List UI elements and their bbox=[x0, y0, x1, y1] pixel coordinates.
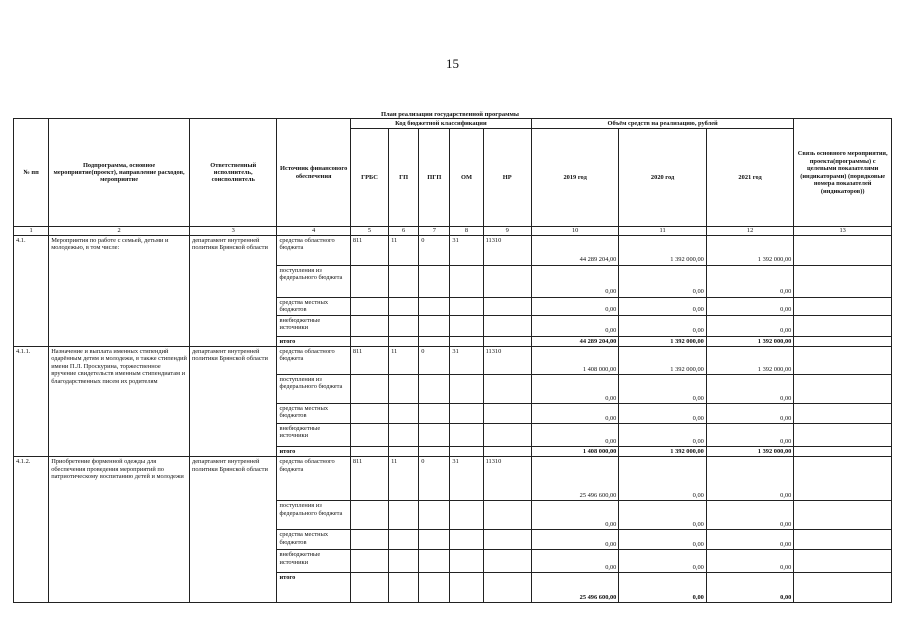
section-name: Назначение и выплата именных стипендий одарённым детям и молодежи, в также стипендий имени П.Л. Проскурина, торжественное вручение свидетельств именным стипендиатам и благодарственных писем их родителям bbox=[49, 347, 190, 457]
amount-2020: 0,00 bbox=[619, 375, 706, 404]
section-number: 4.1. bbox=[14, 235, 49, 346]
om-code bbox=[450, 315, 483, 336]
om-code bbox=[450, 404, 483, 424]
om-code bbox=[450, 501, 483, 530]
gp-code bbox=[389, 297, 419, 315]
pgp-code: 0 bbox=[419, 347, 450, 375]
gp-code bbox=[389, 424, 419, 447]
column-number: 7 bbox=[419, 227, 450, 235]
amount-2021: 1 392 000,00 bbox=[706, 347, 794, 375]
pgp-code bbox=[419, 501, 450, 530]
amount-2020: 0,00 bbox=[619, 501, 706, 530]
grbs-code bbox=[350, 265, 388, 297]
nr-code bbox=[483, 530, 531, 550]
section-responsible: департамент внутренней политики Брянской области bbox=[189, 235, 276, 346]
header-gp: ГП bbox=[389, 129, 419, 227]
page-number: 15 bbox=[446, 56, 459, 71]
funding-source: средства областного бюджета bbox=[277, 235, 350, 265]
nr-code: 11310 bbox=[483, 235, 531, 265]
amount-2019: 0,00 bbox=[531, 404, 618, 424]
section-name: Мероприятия по работе с семьей, детьми и молодежью, в том числе: bbox=[49, 235, 190, 346]
pgp-code bbox=[419, 375, 450, 404]
amount-2019: 0,00 bbox=[531, 315, 618, 336]
amount-2020: 0,00 bbox=[619, 315, 706, 336]
pgp-code bbox=[419, 265, 450, 297]
pgp-code bbox=[419, 315, 450, 336]
grbs-code bbox=[350, 336, 388, 346]
amount-2021: 0,00 bbox=[706, 501, 794, 530]
column-number: 1 bbox=[14, 227, 49, 235]
grbs-code bbox=[350, 297, 388, 315]
pgp-code bbox=[419, 550, 450, 573]
amount-2019: 44 289 204,00 bbox=[531, 336, 618, 346]
grbs-code bbox=[350, 573, 388, 603]
om-code: 31 bbox=[450, 457, 483, 501]
amount-2020: 1 392 000,00 bbox=[619, 347, 706, 375]
funding-source: средства местных бюджетов bbox=[277, 297, 350, 315]
header-responsible: Ответственный исполнитель, соисполнитель bbox=[189, 119, 276, 227]
header-2019: 2019 год bbox=[531, 129, 618, 227]
nr-code bbox=[483, 447, 531, 457]
header-pgp: ПГП bbox=[419, 129, 450, 227]
gp-code bbox=[389, 375, 419, 404]
amount-2020: 0,00 bbox=[619, 424, 706, 447]
header-nr: НР bbox=[483, 129, 531, 227]
amount-2021: 0,00 bbox=[706, 550, 794, 573]
funding-source: средства местных бюджетов bbox=[277, 404, 350, 424]
amount-2021: 0,00 bbox=[706, 375, 794, 404]
indicator-link bbox=[794, 404, 892, 424]
nr-code bbox=[483, 375, 531, 404]
pgp-code bbox=[419, 404, 450, 424]
pgp-code bbox=[419, 336, 450, 346]
om-code bbox=[450, 550, 483, 573]
table-row bbox=[14, 347, 892, 375]
column-number: 3 bbox=[189, 227, 276, 235]
grbs-code bbox=[350, 424, 388, 447]
funding-source: средства областного бюджета bbox=[277, 347, 350, 375]
column-number: 4 bbox=[277, 227, 350, 235]
nr-code: 11310 bbox=[483, 457, 531, 501]
amount-2021: 0,00 bbox=[706, 297, 794, 315]
om-code bbox=[450, 336, 483, 346]
amount-2019: 0,00 bbox=[531, 375, 618, 404]
header-2021: 2021 год bbox=[706, 129, 794, 227]
amount-2021: 0,00 bbox=[706, 573, 794, 603]
amount-2019: 0,00 bbox=[531, 530, 618, 550]
amount-2019: 25 496 600,00 bbox=[531, 457, 618, 501]
pgp-code: 0 bbox=[419, 457, 450, 501]
funding-source: поступления из федерального бюджета bbox=[277, 375, 350, 404]
table-row bbox=[14, 235, 892, 265]
nr-code bbox=[483, 315, 531, 336]
funding-source: итого bbox=[277, 447, 350, 457]
header-2020: 2020 год bbox=[619, 129, 706, 227]
gp-code: 11 bbox=[389, 457, 419, 501]
pgp-code bbox=[419, 447, 450, 457]
nr-code bbox=[483, 501, 531, 530]
nr-code: 11310 bbox=[483, 347, 531, 375]
amount-2020: 0,00 bbox=[619, 404, 706, 424]
om-code bbox=[450, 265, 483, 297]
header-program: Подпрограмма, основное мероприятие(проект), направление расходов, мероприятие bbox=[49, 119, 190, 227]
amount-2019: 0,00 bbox=[531, 550, 618, 573]
grbs-code bbox=[350, 501, 388, 530]
amount-2021: 0,00 bbox=[706, 424, 794, 447]
amount-2019: 0,00 bbox=[531, 424, 618, 447]
amount-2020: 0,00 bbox=[619, 530, 706, 550]
nr-code bbox=[483, 550, 531, 573]
table-title: План реализации государственной программы bbox=[380, 111, 520, 118]
pgp-code bbox=[419, 424, 450, 447]
indicator-link bbox=[794, 336, 892, 346]
om-code: 31 bbox=[450, 347, 483, 375]
amount-2019: 1 408 000,00 bbox=[531, 347, 618, 375]
indicator-link bbox=[794, 375, 892, 404]
nr-code bbox=[483, 573, 531, 603]
funding-source: средства местных бюджетов bbox=[277, 530, 350, 550]
nr-code bbox=[483, 265, 531, 297]
section-responsible: департамент внутренней политики Брянской области bbox=[189, 457, 276, 603]
section-responsible: департамент внутренней политики Брянской области bbox=[189, 347, 276, 457]
amount-2019: 25 496 600,00 bbox=[531, 573, 618, 603]
pgp-code bbox=[419, 573, 450, 603]
amount-2020: 1 392 000,00 bbox=[619, 336, 706, 346]
amount-2020: 0,00 bbox=[619, 265, 706, 297]
om-code bbox=[450, 530, 483, 550]
amount-2021: 0,00 bbox=[706, 265, 794, 297]
amount-2020: 0,00 bbox=[619, 550, 706, 573]
grbs-code bbox=[350, 375, 388, 404]
funding-source: внебюджетные источники bbox=[277, 315, 350, 336]
plan-table bbox=[13, 118, 892, 603]
column-number: 5 bbox=[350, 227, 388, 235]
grbs-code: 811 bbox=[350, 235, 388, 265]
gp-code bbox=[389, 530, 419, 550]
indicator-link bbox=[794, 315, 892, 336]
funding-source: внебюджетные источники bbox=[277, 550, 350, 573]
funding-source: средства областного бюджета bbox=[277, 457, 350, 501]
section-number: 4.1.2. bbox=[14, 457, 49, 603]
nr-code bbox=[483, 297, 531, 315]
om-code bbox=[450, 573, 483, 603]
amount-2021: 0,00 bbox=[706, 530, 794, 550]
pgp-code bbox=[419, 530, 450, 550]
nr-code bbox=[483, 424, 531, 447]
column-number: 9 bbox=[483, 227, 531, 235]
gp-code bbox=[389, 265, 419, 297]
gp-code bbox=[389, 315, 419, 336]
gp-code bbox=[389, 404, 419, 424]
grbs-code bbox=[350, 447, 388, 457]
indicator-link bbox=[794, 297, 892, 315]
amount-2021: 0,00 bbox=[706, 315, 794, 336]
amount-2021: 1 392 000,00 bbox=[706, 235, 794, 265]
om-code: 31 bbox=[450, 235, 483, 265]
header-om: ОМ bbox=[450, 129, 483, 227]
indicator-link bbox=[794, 530, 892, 550]
gp-code: 11 bbox=[389, 347, 419, 375]
header-source: Источник финансового обеспечения bbox=[277, 119, 350, 227]
amount-2019: 1 408 000,00 bbox=[531, 447, 618, 457]
amount-2019: 0,00 bbox=[531, 297, 618, 315]
funding-source: итого bbox=[277, 573, 350, 603]
gp-code bbox=[389, 447, 419, 457]
section-name: Приобретение форменной одежды для обеспечения проведения мероприятий по патриотическому воспитанию детей и молодежи bbox=[49, 457, 190, 603]
amount-2020: 1 392 000,00 bbox=[619, 235, 706, 265]
table-row bbox=[14, 457, 892, 501]
grbs-code bbox=[350, 530, 388, 550]
header-volume: Объём средств на реализацию, рублей bbox=[531, 119, 793, 129]
amount-2020: 0,00 bbox=[619, 297, 706, 315]
amount-2021: 0,00 bbox=[706, 457, 794, 501]
funding-source: внебюджетные источники bbox=[277, 424, 350, 447]
nr-code bbox=[483, 404, 531, 424]
amount-2019: 44 289 204,00 bbox=[531, 235, 618, 265]
indicator-link bbox=[794, 347, 892, 375]
header-num: № пп bbox=[14, 119, 49, 227]
indicator-link bbox=[794, 550, 892, 573]
gp-code bbox=[389, 336, 419, 346]
funding-source: поступления из федерального бюджета bbox=[277, 265, 350, 297]
column-number: 2 bbox=[49, 227, 190, 235]
column-number: 6 bbox=[389, 227, 419, 235]
amount-2021: 1 392 000,00 bbox=[706, 336, 794, 346]
om-code bbox=[450, 297, 483, 315]
om-code bbox=[450, 447, 483, 457]
grbs-code bbox=[350, 550, 388, 573]
indicator-link bbox=[794, 573, 892, 603]
indicator-link bbox=[794, 457, 892, 501]
pgp-code: 0 bbox=[419, 235, 450, 265]
column-number: 8 bbox=[450, 227, 483, 235]
amount-2020: 0,00 bbox=[619, 573, 706, 603]
column-number: 10 bbox=[531, 227, 618, 235]
column-number: 12 bbox=[706, 227, 794, 235]
header-link: Связь основного мероприятия, проекта(программы) с целевыми показателями (индикаторами) (порядковые номера показателей (индикаторов)) bbox=[794, 119, 892, 227]
header-budget-class: Код бюджетной классификации bbox=[350, 119, 531, 129]
header-grbs: ГРБС bbox=[350, 129, 388, 227]
grbs-code: 811 bbox=[350, 347, 388, 375]
section-number: 4.1.1. bbox=[14, 347, 49, 457]
column-number: 13 bbox=[794, 227, 892, 235]
nr-code bbox=[483, 336, 531, 346]
amount-2021: 0,00 bbox=[706, 404, 794, 424]
om-code bbox=[450, 424, 483, 447]
amount-2020: 0,00 bbox=[619, 457, 706, 501]
grbs-code bbox=[350, 404, 388, 424]
grbs-code: 811 bbox=[350, 457, 388, 501]
amount-2021: 1 392 000,00 bbox=[706, 447, 794, 457]
om-code bbox=[450, 375, 483, 404]
column-number: 11 bbox=[619, 227, 706, 235]
indicator-link bbox=[794, 235, 892, 265]
amount-2020: 1 392 000,00 bbox=[619, 447, 706, 457]
indicator-link bbox=[794, 447, 892, 457]
gp-code bbox=[389, 573, 419, 603]
grbs-code bbox=[350, 315, 388, 336]
indicator-link bbox=[794, 501, 892, 530]
gp-code bbox=[389, 550, 419, 573]
indicator-link bbox=[794, 265, 892, 297]
gp-code bbox=[389, 501, 419, 530]
amount-2019: 0,00 bbox=[531, 501, 618, 530]
funding-source: поступления из федерального бюджета bbox=[277, 501, 350, 530]
amount-2019: 0,00 bbox=[531, 265, 618, 297]
indicator-link bbox=[794, 424, 892, 447]
funding-source: итого bbox=[277, 336, 350, 346]
gp-code: 11 bbox=[389, 235, 419, 265]
pgp-code bbox=[419, 297, 450, 315]
